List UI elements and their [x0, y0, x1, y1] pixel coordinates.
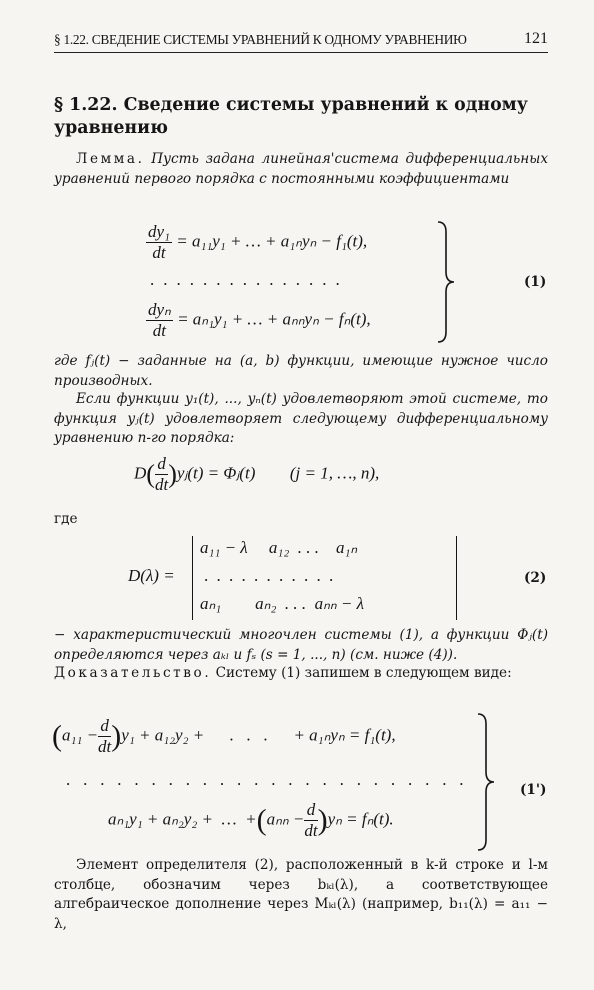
running-head — [54, 30, 548, 53]
right-brace — [436, 220, 456, 344]
proof-label: Доказательство. — [54, 665, 212, 681]
lemma-statement: Пусть задана линейная'система дифференциальных уравнений первого порядка с постоянными коэффициентами — [54, 151, 548, 187]
system1p-row1: (a₁₁ − $\frac{d}{dt}$ )y₁ + a₁₂y₂ + . . . + a₁ₙyₙ = f₁(t), — [52, 716, 396, 756]
system1-row1: $\frac{\text{dy₁}}{dt}$ = a₁₁y₁ + … + a₁ₙyₙ − f₁(t), — [148, 222, 368, 262]
where-word: где — [54, 511, 78, 527]
equation-number-1-prime: (1') — [520, 782, 547, 798]
section-title: § 1.22. Сведение системы уравнений к одному уравнению — [54, 95, 528, 138]
determinant-row3: aₙ₁ aₙ₂ . . . aₙₙ − λ — [200, 594, 364, 613]
fraction: $\frac{d}{dt}$ — [304, 800, 318, 840]
lemma-paragraph — [54, 150, 548, 189]
page-number: 121 — [524, 30, 548, 47]
fraction: $\frac{\text{dyₙ}}{dt}$ — [148, 300, 171, 340]
system1p-row2: aₙ₁y₁ + aₙ₂y₂ + … +(aₙₙ − $\frac{d}{dt}$ )yₙ = fₙ(t). — [108, 800, 394, 840]
equation-D: D( $\frac{d}{dt}$ )yⱼ(t) = Φⱼ(t) (j = 1, …, n), — [134, 454, 380, 494]
where-f-paragraph: где fⱼ(t) − заданные на (a, b) функции, имеющие нужное число производных. — [54, 353, 548, 389]
system1-dots: ............... — [150, 270, 349, 289]
if-functions-paragraph: Если функции y₁(t), ..., yₙ(t) удовлетворяют этой системе, то функция yⱼ(t) удовлетворяет следующему дифференциальному уравнению n-го порядка: — [54, 391, 548, 446]
determinant-lhs: D(λ) = — [128, 566, 175, 585]
characteristic-paragraph: − характеристический многочлен системы (1), а функции Φⱼ(t) определяются через aₖₗ и fₛ (s = 1, ..., n) (см. ниже (4)). — [54, 627, 548, 663]
system1-row2: $\frac{\text{dyₙ}}{dt}$ = aₙ₁y₁ + … + aₙₙyₙ − fₙ(t), — [148, 300, 371, 340]
system1p-dots: . . . . . . . . . . . . . . . . . . . . . . . . — [66, 770, 468, 789]
fraction: $\frac{d}{dt}$ — [154, 454, 169, 494]
determinant-right-bar — [456, 536, 457, 620]
determinant-left-bar — [192, 536, 193, 620]
fraction: $\frac{d}{dt}$ — [98, 716, 112, 756]
lemma-label: Лемма. — [76, 151, 145, 167]
proof-paragraph: Доказательство. Систему (1) запишем в следующем виде: — [54, 665, 512, 681]
element-paragraph: Элемент определителя (2), расположенный в k-й строке и l-м столбце, обозначим через bₖₗ(λ), а соответствующее алгебраическое дополнение через Mₖₗ(λ) (например, b₁₁(λ) = a₁₁ − λ, — [54, 857, 548, 932]
determinant-row2: . . . . . . . . . . . — [204, 566, 336, 585]
running-head-title: § 1.22. СВЕДЕНИЕ СИСТЕМЫ УРАВНЕНИЙ К ОДНОМУ УРАВНЕНИЮ — [54, 32, 467, 47]
fraction: $\frac{\text{dy₁}}{dt}$ — [148, 222, 170, 262]
equation-number-1: (1) — [524, 274, 547, 290]
determinant-row1: a₁₁ − λ a₁₂ . . . a₁ₙ — [200, 538, 358, 557]
equation-number-2: (2) — [524, 570, 547, 586]
right-brace — [476, 712, 496, 852]
